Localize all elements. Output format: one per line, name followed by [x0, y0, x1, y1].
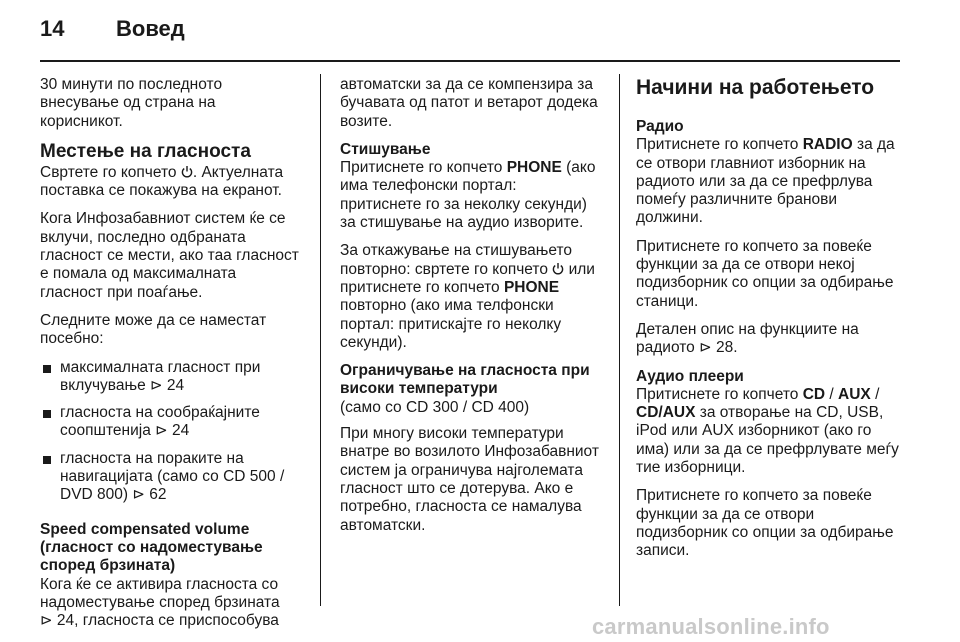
- page-reference[interactable]: 24: [166, 376, 185, 394]
- bullet-icon: [43, 410, 51, 418]
- page-number: 14: [40, 16, 65, 41]
- paragraph: Притиснете го копчето RADIO за да се отвори главниот изборник на радиото или за да се префрлува помеѓу различните бранови должини.: [636, 136, 895, 227]
- bullet-icon: [43, 365, 51, 373]
- paragraph: притиснете го за неколку секунди) за стишување на аудио изворите.: [340, 195, 587, 232]
- paragraph: Притиснете го копчето PHONE (ако има телефонски портал:: [340, 159, 596, 195]
- section-heading-temperature-limit: Ограничување на гласноста при високи температури: [340, 362, 590, 398]
- key-label-phone: PHONE: [506, 159, 562, 177]
- column-divider-right: [619, 74, 620, 606]
- key-label-cd-aux: CD/AUX: [636, 404, 696, 422]
- paragraph: Кога Инфозабавниот систем ќе се вклучи, последно одбраната гласност се мести, ако таа гласност е помала од максималната гласност при поаѓање.: [40, 210, 299, 301]
- list-item: максималната гласност при вклучување ⊳ 24: [40, 359, 302, 396]
- list-item: гласноста на пораките на навигацијата (само со CD 500 / DVD 800) ⊳ 62: [40, 450, 302, 505]
- paragraph: Притиснете го копчето за повеќе функции за да се отвори некој подизборник со опции за одбирање станици.: [636, 237, 894, 310]
- column-1: [40, 76, 302, 640]
- column-2: [340, 76, 604, 545]
- reference-arrow-icon: ⊳: [155, 422, 168, 440]
- paragraph: За откажување на стишувањето повторно: свртете го копчето или притиснете го копчето PHONE повторно (ако има телфонски портал: притискајте го неколку секунди).: [340, 242, 595, 351]
- page-reference[interactable]: 62: [149, 486, 167, 504]
- paragraph: автоматски за да се компензира за бучавата од патот и ветарот додека возите.: [340, 76, 598, 130]
- key-label-aux: AUX: [838, 385, 871, 403]
- power-knob-icon: [552, 262, 564, 276]
- page-reference[interactable]: 24: [172, 422, 190, 440]
- reference-arrow-icon: ⊳: [150, 376, 163, 394]
- section-heading-audio-players: Аудио плеери: [636, 367, 744, 385]
- section-heading-volume: Местење на гласноста: [40, 140, 251, 162]
- page-title: Вовед: [116, 16, 185, 41]
- column-divider-left: [320, 74, 321, 606]
- paragraph: 30 минути по последното внесување од страна на корисникот.: [40, 76, 223, 130]
- paragraph: Кога ќе се активира гласноста со надоместување според брзината ⊳ 24, гласноста се приспособува: [40, 575, 280, 630]
- bullet-list: [40, 359, 302, 505]
- section-heading-speed-volume: Speed compensated volume (гласност со надоместување според брзината): [40, 520, 263, 575]
- paragraph: Детален опис на функциите на радиото ⊳ 28.: [636, 320, 859, 357]
- section-heading-modes: Начини на работењето: [636, 76, 875, 99]
- paragraph: Притиснете го копчето CD / AUX / CD/AUX за отворање на CD, USB, iPod или AUX изборникот (ако го има) или за да се префрлувате меѓу тие изборници.: [636, 385, 899, 477]
- paragraph: [40, 164, 302, 201]
- paragraph: (само со CD 300 / CD 400): [340, 398, 530, 416]
- key-label-cd: CD: [802, 385, 826, 403]
- watermark: carmanualsonline.info: [592, 614, 830, 639]
- paragraph: Притиснете го копчето за повеќе функции за да се отвори подизборник со опции за одбирање записи.: [636, 487, 894, 560]
- key-label-phone: PHONE: [503, 278, 560, 296]
- paragraph: Следните може да се наместат посебно:: [40, 311, 267, 348]
- page-reference[interactable]: 28: [715, 339, 734, 357]
- section-heading-radio: Радио: [636, 118, 684, 135]
- paragraph: При многу високи температури внатре во возилото Инфозабавниот систем ја ограничува најголемата гласност што се дотерува. Ако е потребно, гласноста се намалува автоматски.: [340, 425, 599, 534]
- page-reference[interactable]: 24: [56, 612, 75, 630]
- list-item: гласноста на сообраќајните соопштенија ⊳ 24: [40, 404, 302, 441]
- reference-arrow-icon: ⊳: [40, 612, 53, 630]
- text: . Актуелната поставка се покажува на екранот.: [40, 163, 284, 200]
- text: Свртете го копчето: [40, 163, 177, 181]
- reference-arrow-icon: ⊳: [699, 339, 712, 357]
- bullet-icon: [43, 456, 51, 464]
- column-3: [636, 76, 902, 571]
- header-rule: [40, 60, 900, 62]
- reference-arrow-icon: ⊳: [132, 486, 145, 504]
- power-knob-icon: [181, 165, 193, 179]
- section-heading-mute: Стишување: [340, 140, 431, 158]
- key-label-radio: RADIO: [802, 136, 853, 154]
